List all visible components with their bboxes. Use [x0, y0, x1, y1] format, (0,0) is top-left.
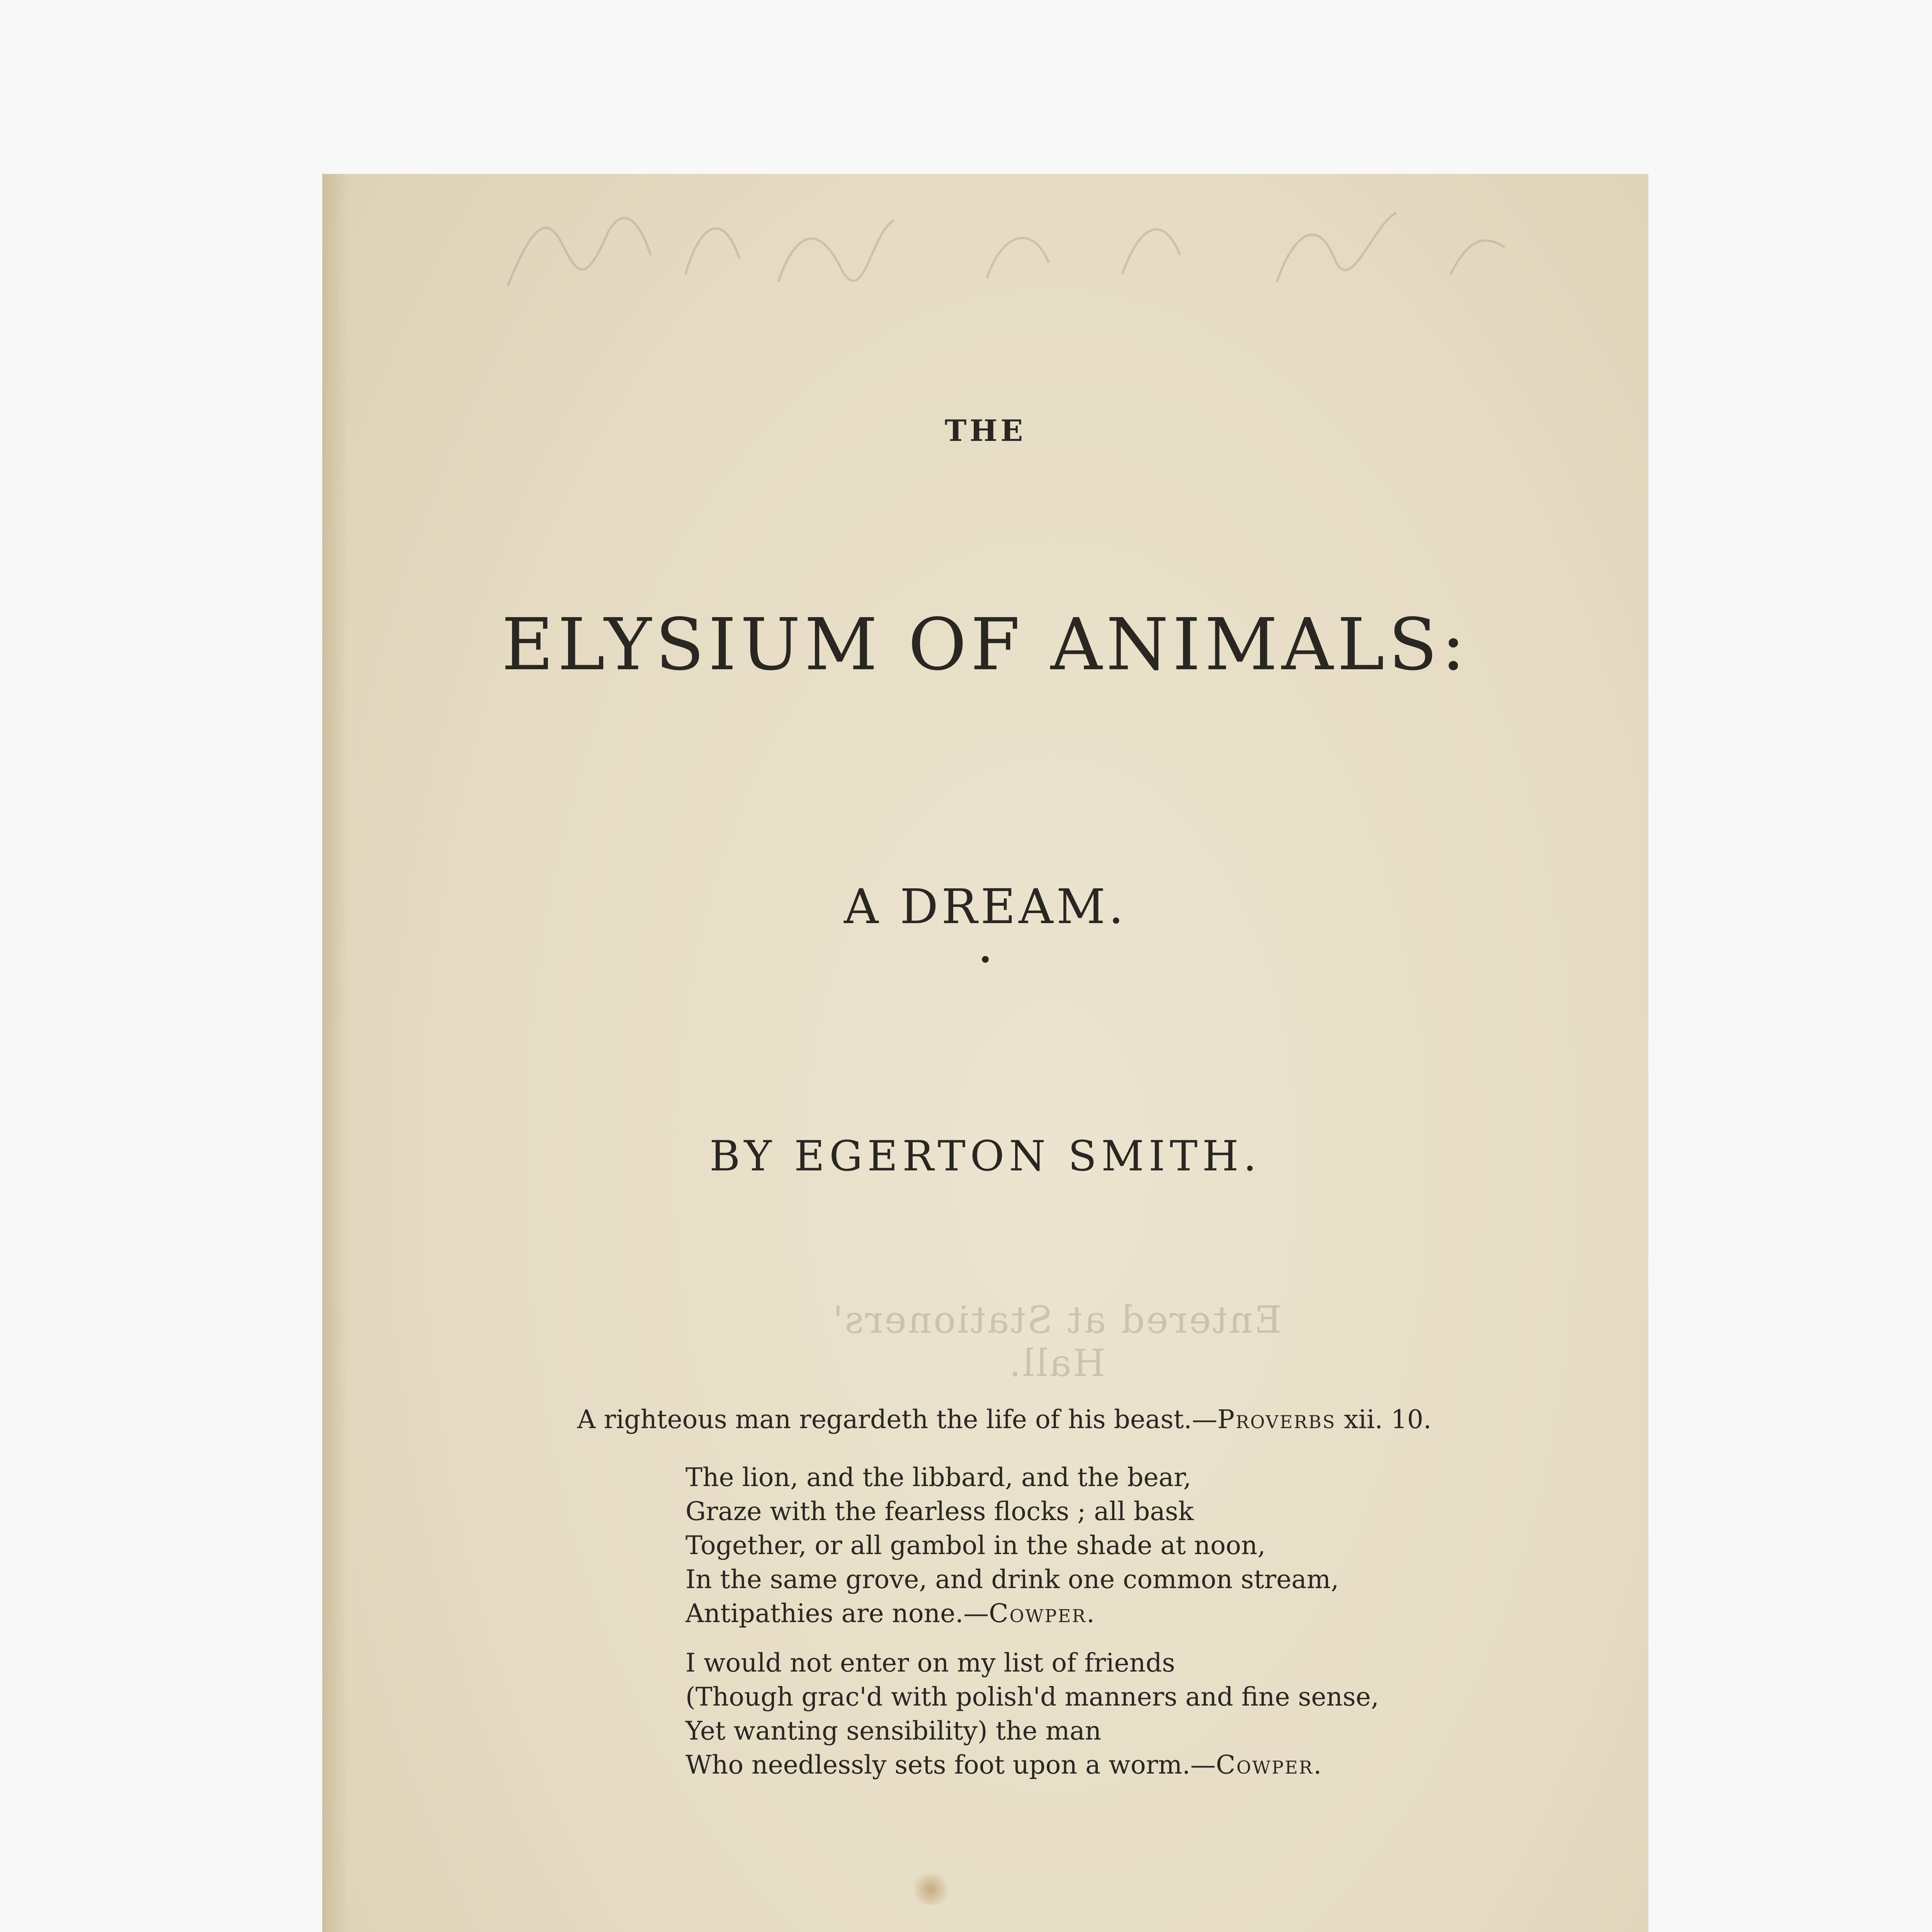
subtitle: A DREAM.	[844, 879, 1127, 935]
verse-line: Yet wanting sensibility) the man	[685, 1716, 1102, 1746]
scanned-title-page	[322, 174, 1648, 1932]
ornament-dot: •	[978, 947, 992, 974]
main-title: ELYSIUM OF ANIMALS:	[501, 603, 1469, 686]
verse-attribution: Cowper.	[989, 1599, 1096, 1628]
verse-line: (Though grac'd with polish'd manners and fine sense,	[685, 1682, 1379, 1712]
verse-line: In the same grove, and drink one common stream,	[685, 1565, 1339, 1594]
verse-last-line	[685, 1748, 1379, 1782]
verse-line-text: Antipathies are none.—	[685, 1599, 989, 1628]
verse-cowper-2	[685, 1646, 1379, 1782]
verse-last-line	[685, 1597, 1339, 1631]
epigraph	[577, 1405, 1432, 1434]
verse-line: Graze with the fearless flocks ; all bask	[685, 1497, 1194, 1526]
verse-attribution: Cowper.	[1216, 1750, 1323, 1780]
foxing-stain	[910, 1874, 952, 1905]
verse-line-text: Who needlessly sets foot upon a worm.—	[685, 1750, 1216, 1780]
title-article: THE	[944, 413, 1026, 448]
epigraph-text: A righteous man regardeth the life of his beast.—	[577, 1405, 1218, 1434]
verse-line: I would not enter on my list of friends	[685, 1648, 1175, 1678]
verse-line: The lion, and the libbard, and the bear,	[685, 1463, 1192, 1492]
verse-line: Together, or all gambol in the shade at noon,	[685, 1531, 1266, 1560]
show-through-text: Entered at Stationers' Hall.	[831, 1298, 1282, 1385]
epigraph-reference: xii. 10.	[1336, 1405, 1432, 1434]
verse-cowper-1	[685, 1461, 1339, 1631]
epigraph-source: Proverbs	[1217, 1405, 1336, 1434]
handwritten-signature	[485, 197, 1528, 298]
author-line: BY EGERTON SMITH.	[709, 1132, 1261, 1180]
